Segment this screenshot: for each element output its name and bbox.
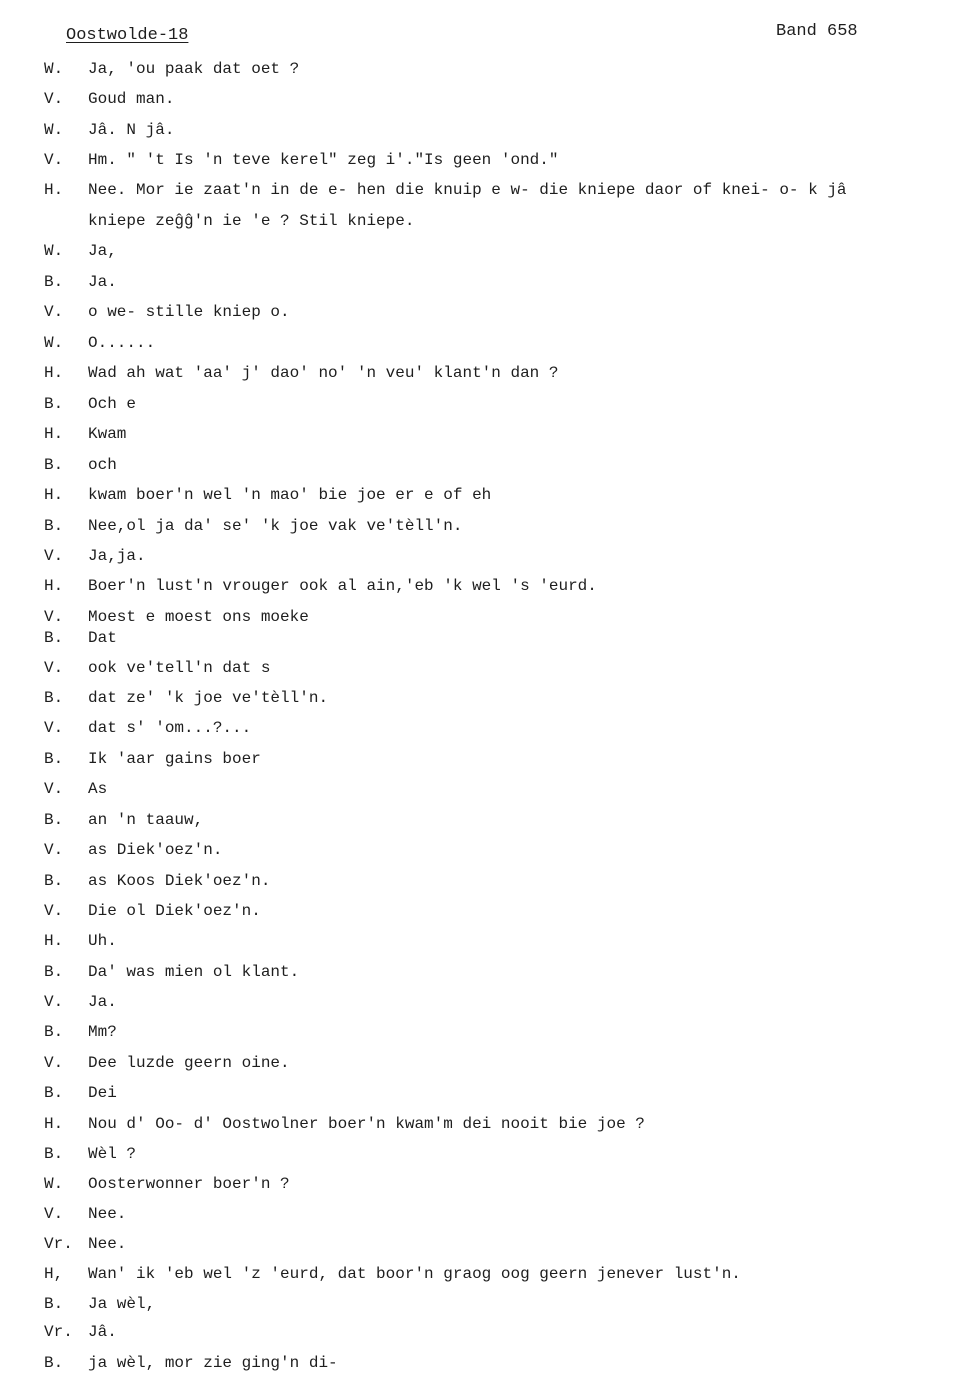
transcript-line xyxy=(0,455,973,475)
utterance-text: Dee luzde geern oine. xyxy=(88,1054,290,1072)
speaker-label: B. xyxy=(44,689,64,707)
speaker-label: W. xyxy=(44,121,64,139)
transcript-line xyxy=(0,607,973,627)
utterance-text: Nou d' Oo- d' Oostwolner boer'n kwam'm dei nooit bie joe ? xyxy=(88,1115,645,1133)
utterance-text: dat s' 'om...?... xyxy=(88,719,252,737)
utterance-text: kwam boer'n wel 'n mao' bie joe er e of eh xyxy=(88,486,492,504)
transcript-line xyxy=(0,810,973,830)
transcript-line xyxy=(0,1234,973,1254)
speaker-label: V. xyxy=(44,841,64,859)
utterance-text: Wad ah wat 'aa' j' dao' no' 'n veu' klant'n dan ? xyxy=(88,364,559,382)
transcript-line xyxy=(0,120,973,140)
speaker-label: B. xyxy=(44,1145,64,1163)
utterance-text: as Diek'oez'n. xyxy=(88,841,223,859)
utterance-text: Mm? xyxy=(88,1023,117,1041)
utterance-text: Ja. xyxy=(88,993,117,1011)
speaker-label: Vr. xyxy=(44,1235,73,1253)
utterance-text: as Koos Diek'oez'n. xyxy=(88,872,271,890)
transcript-line xyxy=(0,424,973,444)
speaker-label: B. xyxy=(44,1295,64,1313)
utterance-text: Ja,ja. xyxy=(88,547,146,565)
utterance-text: Die ol Diek'oez'n. xyxy=(88,902,261,920)
speaker-label: V. xyxy=(44,902,64,920)
transcript-line xyxy=(0,1022,973,1042)
transcript-line xyxy=(0,1264,973,1284)
transcript-line xyxy=(0,302,973,322)
transcript-line xyxy=(0,658,973,678)
transcript-line xyxy=(0,1322,973,1342)
transcript-line xyxy=(0,1353,973,1373)
utterance-text: Ik 'aar gains boer xyxy=(88,750,261,768)
utterance-text: Wan' ik 'eb wel 'z 'eurd, dat boor'n graog oog geern jenever lust'n. xyxy=(88,1265,741,1283)
speaker-label: H. xyxy=(44,577,64,595)
speaker-label: V. xyxy=(44,719,64,737)
utterance-text: Nee. xyxy=(88,1235,127,1253)
speaker-label: H. xyxy=(44,425,64,443)
speaker-label: V. xyxy=(44,993,64,1011)
transcript-line xyxy=(0,1083,973,1103)
speaker-label: V. xyxy=(44,1205,64,1223)
utterance-text: Ja, xyxy=(88,242,117,260)
transcript-line xyxy=(0,394,973,414)
utterance-text: Kwam xyxy=(88,425,127,443)
speaker-label: B. xyxy=(44,1354,64,1372)
speaker-label: B. xyxy=(44,395,64,413)
transcript-line xyxy=(0,628,973,648)
utterance-text: an 'n taauw, xyxy=(88,811,204,829)
utterance-text: Oosterwonner boer'n ? xyxy=(88,1175,290,1193)
speaker-label: Vr. xyxy=(44,1323,73,1341)
speaker-label: B. xyxy=(44,872,64,890)
speaker-label: H, xyxy=(44,1265,64,1283)
transcript-line xyxy=(0,1204,973,1224)
transcript-line xyxy=(0,576,973,596)
transcript-line xyxy=(0,779,973,799)
utterance-text: Da' was mien ol klant. xyxy=(88,963,300,981)
utterance-text: Ja wèl, xyxy=(88,1295,156,1313)
speaker-label: H. xyxy=(44,364,64,382)
speaker-label: B. xyxy=(44,1084,64,1102)
utterance-text: ook ve'tell'n dat s xyxy=(88,659,271,677)
utterance-text: Jâ. N jâ. xyxy=(88,121,175,139)
speaker-label: B. xyxy=(44,750,64,768)
transcript-line xyxy=(0,333,973,353)
transcript-line xyxy=(0,688,973,708)
speaker-label: V. xyxy=(44,151,64,169)
utterance-text: Nee. Mor ie zaat'n in de e- hen die knuip e w- die kniepe daor of knei- o- k jâ xyxy=(88,181,847,199)
utterance-text: Ja, 'ou paak dat oet ? xyxy=(88,60,300,78)
speaker-label: W. xyxy=(44,334,64,352)
utterance-text: O...... xyxy=(88,334,156,352)
utterance-text: As xyxy=(88,780,108,798)
speaker-label: V. xyxy=(44,1054,64,1072)
transcript-line xyxy=(0,992,973,1012)
speaker-label: H. xyxy=(44,486,64,504)
transcript-line xyxy=(0,516,973,536)
utterance-text: Hm. " 't Is 'n teve kerel" zeg i'."Is geen 'ond." xyxy=(88,151,559,169)
transcript-line xyxy=(0,840,973,860)
utterance-text: o we- stille kniep o. xyxy=(88,303,290,321)
transcript-line xyxy=(0,89,973,109)
speaker-label: W. xyxy=(44,1175,64,1193)
utterance-text: Moest e moest ons moeke xyxy=(88,608,309,626)
speaker-label: W. xyxy=(44,60,64,78)
transcript-line xyxy=(0,962,973,982)
speaker-label: W. xyxy=(44,242,64,260)
utterance-text: Jâ. xyxy=(88,1323,117,1341)
transcript-line xyxy=(0,1053,973,1073)
utterance-text: kniepe zeĝĝ'n ie 'e ? Stil kniepe. xyxy=(88,212,415,230)
speaker-label: V. xyxy=(44,547,64,565)
speaker-label: V. xyxy=(44,659,64,677)
transcript-line xyxy=(0,1174,973,1194)
transcript-line xyxy=(0,546,973,566)
utterance-text: Nee,ol ja da' se' 'k joe vak ve'tèll'n. xyxy=(88,517,463,535)
transcript-line xyxy=(0,718,973,738)
utterance-text: Och e xyxy=(88,395,137,413)
speaker-label: V. xyxy=(44,90,64,108)
speaker-label: B. xyxy=(44,963,64,981)
utterance-text: Dei xyxy=(88,1084,117,1102)
speaker-label: B. xyxy=(44,273,64,291)
utterance-text: Ja. xyxy=(88,273,117,291)
transcript-line xyxy=(0,363,973,383)
utterance-text: Nee. xyxy=(88,1205,127,1223)
utterance-text: Uh. xyxy=(88,932,117,950)
transcript-line xyxy=(0,59,973,79)
speaker-label: H. xyxy=(44,932,64,950)
transcript-line xyxy=(0,150,973,170)
transcript-line xyxy=(0,180,973,200)
transcript-line xyxy=(0,931,973,951)
transcript-line xyxy=(0,241,973,261)
speaker-label: B. xyxy=(44,811,64,829)
utterance-text: ja wèl, mor zie ging'n di- xyxy=(88,1354,338,1372)
speaker-label: B. xyxy=(44,456,64,474)
utterance-text: och xyxy=(88,456,117,474)
transcript-line xyxy=(0,871,973,891)
transcript-line xyxy=(0,272,973,292)
page-title: Oostwolde-18 xyxy=(66,26,189,45)
speaker-label: V. xyxy=(44,608,64,626)
utterance-text: Boer'n lust'n vrouger ook al ain,'eb 'k wel 's 'eurd. xyxy=(88,577,597,595)
speaker-label: H. xyxy=(44,1115,64,1133)
utterance-text: Wèl ? xyxy=(88,1145,137,1163)
speaker-label: B. xyxy=(44,1023,64,1041)
speaker-label: V. xyxy=(44,303,64,321)
transcript-line xyxy=(0,1114,973,1134)
speaker-label: V. xyxy=(44,780,64,798)
utterance-text: Goud man. xyxy=(88,90,175,108)
transcript-line xyxy=(0,749,973,769)
utterance-text: Dat xyxy=(88,629,117,647)
speaker-label: B. xyxy=(44,629,64,647)
transcript-line xyxy=(0,1294,973,1314)
transcript-line xyxy=(0,485,973,505)
transcript-line xyxy=(0,211,973,231)
band-number: Band 658 xyxy=(776,22,858,41)
transcript-line xyxy=(0,901,973,921)
transcript-line xyxy=(0,1144,973,1164)
speaker-label: B. xyxy=(44,517,64,535)
utterance-text: dat ze' 'k joe ve'tèll'n. xyxy=(88,689,329,707)
speaker-label: H. xyxy=(44,181,64,199)
